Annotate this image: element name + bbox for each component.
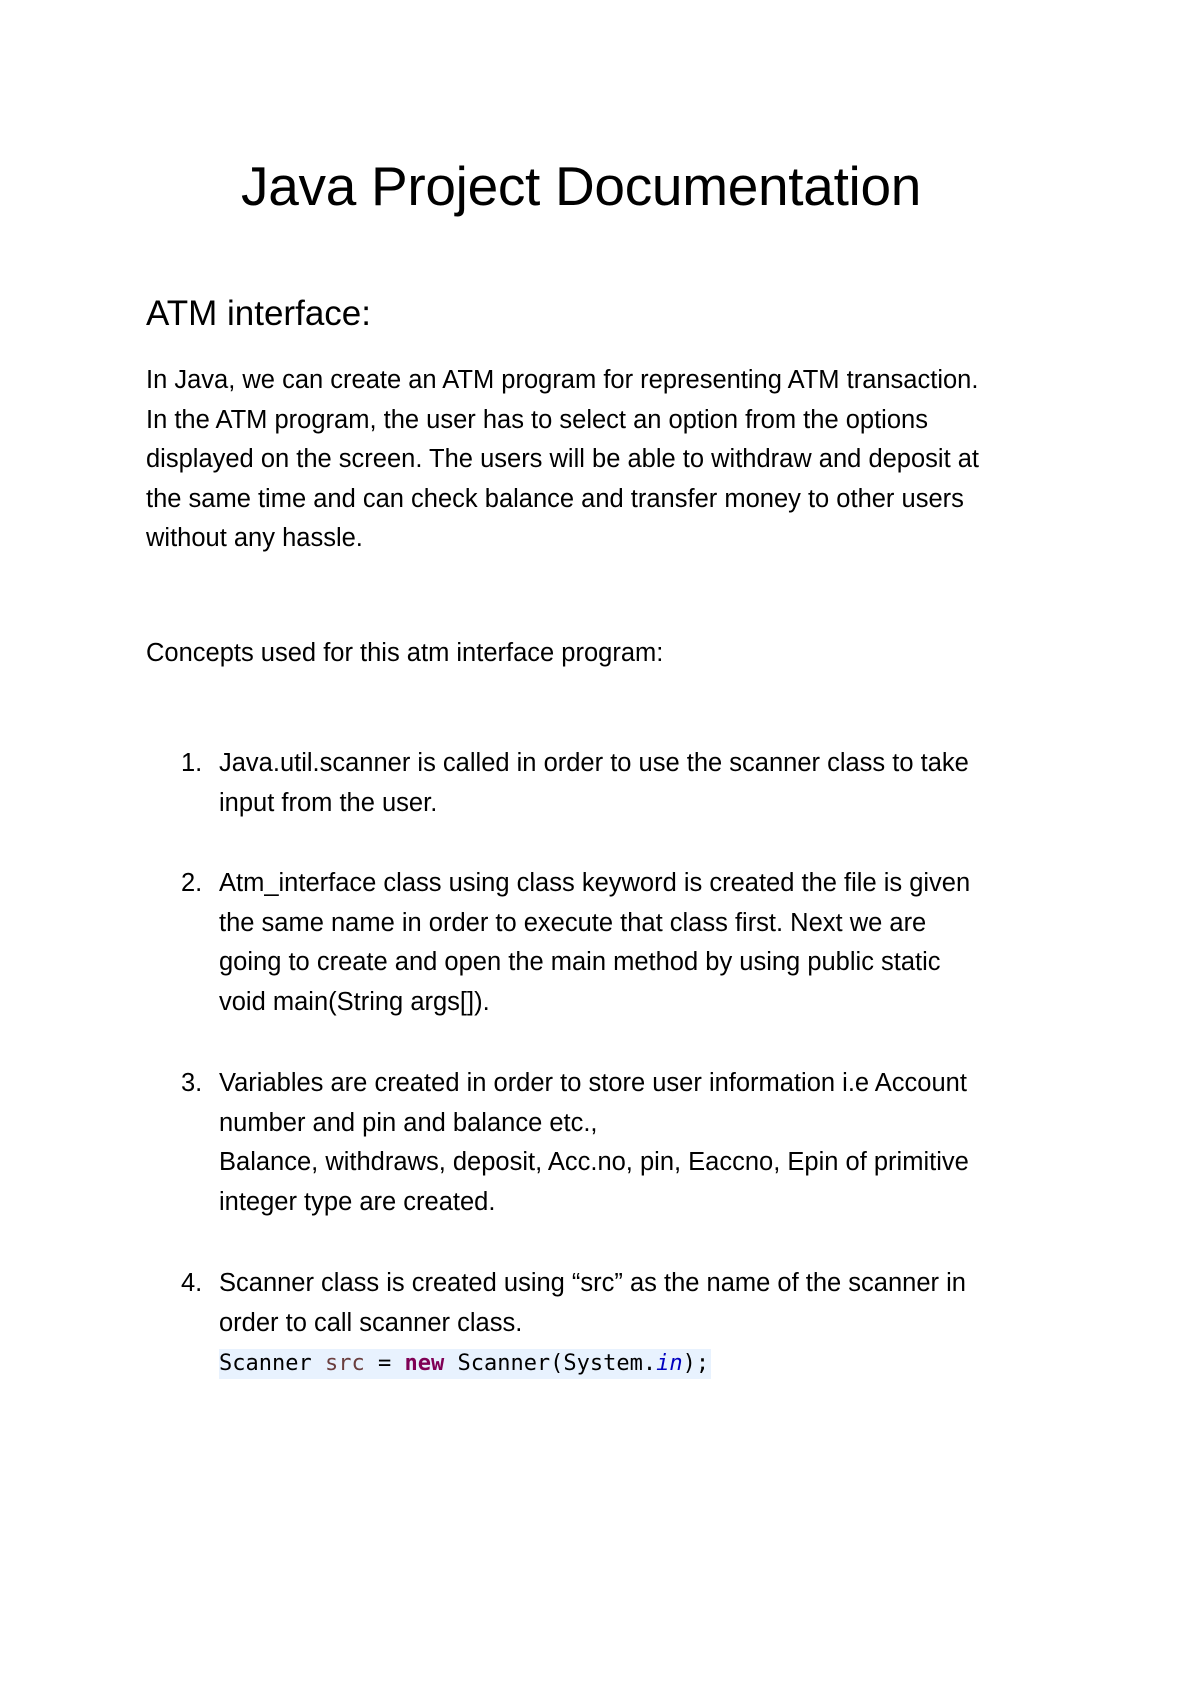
list-item-text	[219, 1064, 969, 1222]
list-item-number: 2.	[181, 869, 203, 897]
code-type: Scanner	[219, 1351, 325, 1376]
code-static-field: in	[656, 1351, 683, 1376]
list-item-text	[219, 1264, 966, 1383]
code-keyword: new	[404, 1351, 445, 1376]
list-item-number: 3.	[181, 1069, 203, 1097]
list-item-line: the same name in order to execute that class first. Next we are	[219, 908, 927, 937]
intro-paragraph	[146, 361, 979, 559]
list-item-line: going to create and open the main method by using public static	[219, 948, 941, 976]
intro-line: the same time and can check balance and transfer money to other users	[146, 484, 964, 513]
list-item-number: 4.	[181, 1269, 203, 1297]
document-title: Java Project Documentation	[241, 155, 922, 217]
section-heading: ATM interface:	[146, 294, 371, 333]
list-item-number: 1.	[181, 749, 203, 777]
list-item-line: order to call scanner class.	[219, 1308, 523, 1337]
intro-line: without any hassle.	[146, 524, 363, 552]
intro-line: displayed on the screen. The users will be able to withdraw and deposit at	[146, 445, 980, 473]
intro-line: In the ATM program, the user has to select an option from the options	[146, 405, 928, 434]
list-item-line: Java.util.scanner is called in order to use the scanner class to take	[219, 749, 969, 777]
list-item-line: input from the user.	[219, 788, 438, 817]
code-end: );	[682, 1351, 710, 1376]
list-item-text	[219, 864, 970, 1022]
list-item-line: integer type are created.	[219, 1187, 496, 1216]
intro-line: In Java, we can create an ATM program for representing ATM transaction.	[146, 366, 979, 394]
code-constructor: Scanner(System.	[444, 1351, 657, 1376]
code-snippet	[219, 1349, 711, 1379]
list-item-line: Variables are created in order to store user information i.e Account	[219, 1069, 967, 1097]
list-item-text	[219, 744, 969, 823]
list-item-line: Scanner class is created using “src” as the name of the scanner in	[219, 1269, 966, 1297]
code-variable: src	[324, 1351, 365, 1376]
code-operator: =	[364, 1351, 405, 1376]
list-item-line: Atm_interface class using class keyword is created the file is given	[219, 869, 971, 897]
list-item-line: Balance, withdraws, deposit, Acc.no, pin, Eaccno, Epin of primitive	[219, 1148, 969, 1176]
list-item-line: number and pin and balance etc.,	[219, 1108, 598, 1137]
concepts-heading: Concepts used for this atm interface program:	[146, 639, 664, 667]
list-item-line: void main(String args[]).	[219, 987, 490, 1016]
